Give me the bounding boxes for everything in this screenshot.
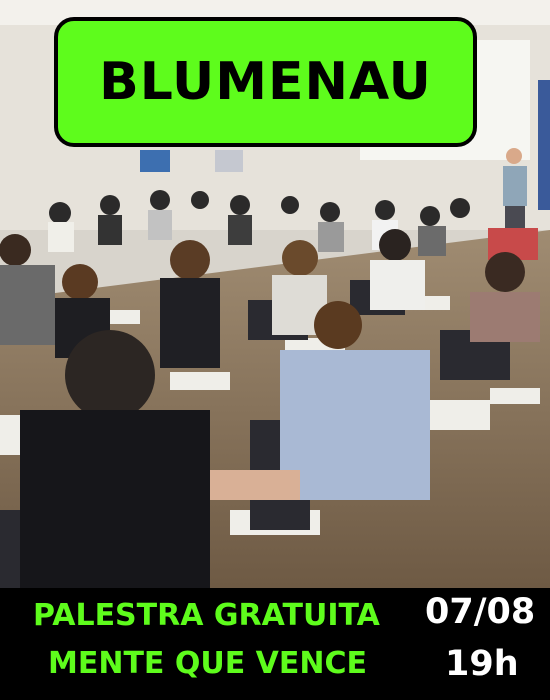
event-time: 19h (445, 644, 519, 684)
event-date: 07/08 (425, 592, 536, 632)
event-title-line2: MENTE QUE VENCE (48, 646, 367, 681)
event-title-line1: PALESTRA GRATUITA (33, 598, 380, 633)
city-banner (54, 17, 477, 147)
city-title: BLUMENAU (99, 52, 432, 112)
